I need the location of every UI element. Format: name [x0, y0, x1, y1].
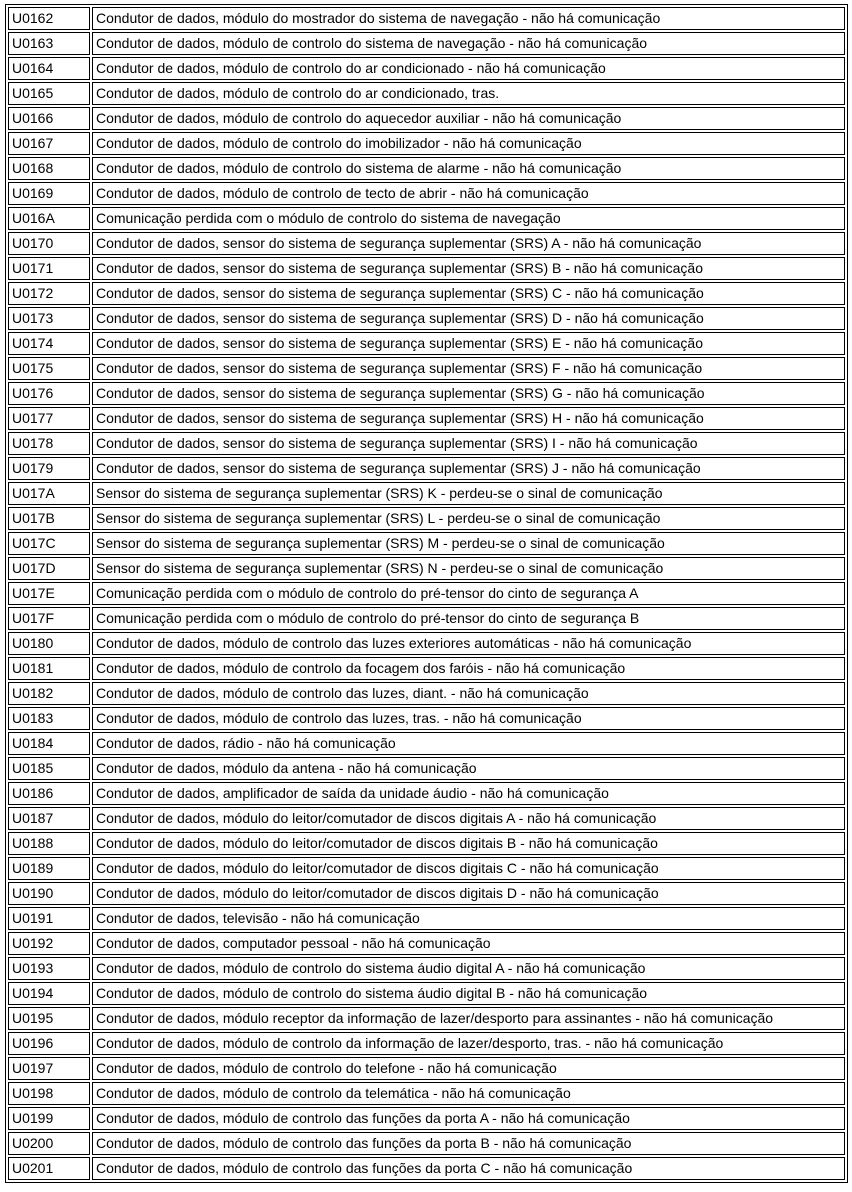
- dtc-description-cell: Sensor do sistema de segurança suplementar (SRS) M - perdeu-se o sinal de comunicação: [92, 532, 845, 555]
- table-row: [8, 382, 845, 405]
- dtc-description-cell: Condutor de dados, módulo de controlo do sistema de navegação - não há comunicação: [92, 32, 845, 55]
- table-row: [8, 207, 845, 230]
- dtc-code-cell: U0188: [8, 832, 90, 855]
- dtc-code-cell: U0201: [8, 1157, 90, 1180]
- dtc-code-cell: U0199: [8, 1107, 90, 1130]
- dtc-description-cell: Condutor de dados, módulo de controlo do telefone - não há comunicação: [92, 1057, 845, 1080]
- dtc-description-cell: Condutor de dados, módulo de controlo das funções da porta C - não há comunicação: [92, 1157, 845, 1180]
- table-row: [8, 957, 845, 980]
- dtc-code-cell: U016A: [8, 207, 90, 230]
- table-row: [8, 157, 845, 180]
- dtc-code-cell: U0185: [8, 757, 90, 780]
- table-row: [8, 882, 845, 905]
- dtc-description-cell: Condutor de dados, sensor do sistema de segurança suplementar (SRS) C - não há comunicação: [92, 282, 845, 305]
- table-row: [8, 1107, 845, 1130]
- dtc-code-cell: U0173: [8, 307, 90, 330]
- table-row: [8, 1082, 845, 1105]
- dtc-code-cell: U0184: [8, 732, 90, 755]
- dtc-description-cell: Condutor de dados, módulo do leitor/comutador de discos digitais D - não há comunicação: [92, 882, 845, 905]
- dtc-description-cell: Condutor de dados, módulo do mostrador do sistema de navegação - não há comunicação: [92, 7, 845, 30]
- table-row: [8, 107, 845, 130]
- table-row: [8, 307, 845, 330]
- dtc-code-cell: U0164: [8, 57, 90, 80]
- table-row: [8, 557, 845, 580]
- dtc-description-cell: Condutor de dados, módulo do leitor/comutador de discos digitais A - não há comunicação: [92, 807, 845, 830]
- dtc-description-cell: Condutor de dados, módulo do leitor/comutador de discos digitais C - não há comunicação: [92, 857, 845, 880]
- dtc-code-cell: U0182: [8, 682, 90, 705]
- table-row: [8, 907, 845, 930]
- table-row: [8, 657, 845, 680]
- dtc-description-cell: Condutor de dados, módulo do leitor/comutador de discos digitais B - não há comunicação: [92, 832, 845, 855]
- dtc-code-cell: U0170: [8, 232, 90, 255]
- dtc-code-cell: U017D: [8, 557, 90, 580]
- dtc-code-cell: U0165: [8, 82, 90, 105]
- table-row: [8, 282, 845, 305]
- dtc-code-cell: U0176: [8, 382, 90, 405]
- dtc-description-cell: Condutor de dados, módulo de controlo do sistema áudio digital A - não há comunicação: [92, 957, 845, 980]
- table-row: [8, 132, 845, 155]
- table-row: [8, 1157, 845, 1180]
- table-row: [8, 757, 845, 780]
- dtc-code-cell: U0186: [8, 782, 90, 805]
- dtc-description-cell: Condutor de dados, computador pessoal - não há comunicação: [92, 932, 845, 955]
- table-row: [8, 1057, 845, 1080]
- table-row: [8, 532, 845, 555]
- dtc-code-cell: U0193: [8, 957, 90, 980]
- dtc-description-cell: Condutor de dados, módulo de controlo do ar condicionado, tras.: [92, 82, 845, 105]
- dtc-code-cell: U0194: [8, 982, 90, 1005]
- dtc-code-cell: U0172: [8, 282, 90, 305]
- table-row: [8, 1007, 845, 1030]
- table-row: [8, 1032, 845, 1055]
- dtc-description-cell: Condutor de dados, sensor do sistema de segurança suplementar (SRS) B - não há comunicação: [92, 257, 845, 280]
- dtc-code-cell: U017B: [8, 507, 90, 530]
- dtc-description-cell: Condutor de dados, módulo de controlo das funções da porta A - não há comunicação: [92, 1107, 845, 1130]
- dtc-code-cell: U0197: [8, 1057, 90, 1080]
- dtc-description-cell: Condutor de dados, sensor do sistema de segurança suplementar (SRS) D - não há comunicação: [92, 307, 845, 330]
- dtc-description-cell: Condutor de dados, módulo de controlo das luzes, diant. - não há comunicação: [92, 682, 845, 705]
- dtc-code-cell: U0168: [8, 157, 90, 180]
- dtc-description-cell: Condutor de dados, televisão - não há comunicação: [92, 907, 845, 930]
- dtc-description-cell: Condutor de dados, módulo de controlo da focagem dos faróis - não há comunicação: [92, 657, 845, 680]
- table-row: [8, 982, 845, 1005]
- dtc-code-cell: U0191: [8, 907, 90, 930]
- dtc-description-cell: Condutor de dados, módulo de controlo das luzes exteriores automáticas - não há comunicação: [92, 632, 845, 655]
- dtc-code-cell: U017C: [8, 532, 90, 555]
- dtc-code-cell: U0181: [8, 657, 90, 680]
- table-row: [8, 807, 845, 830]
- dtc-description-cell: Sensor do sistema de segurança suplementar (SRS) N - perdeu-se o sinal de comunicação: [92, 557, 845, 580]
- table-row: [8, 57, 845, 80]
- dtc-description-cell: Comunicação perdida com o módulo de controlo do pré-tensor do cinto de segurança B: [92, 607, 845, 630]
- dtc-description-cell: Condutor de dados, módulo de controlo de tecto de abrir - não há comunicação: [92, 182, 845, 205]
- dtc-description-cell: Sensor do sistema de segurança suplementar (SRS) K - perdeu-se o sinal de comunicação: [92, 482, 845, 505]
- dtc-description-cell: Condutor de dados, módulo da antena - não há comunicação: [92, 757, 845, 780]
- dtc-description-cell: Condutor de dados, sensor do sistema de segurança suplementar (SRS) F - não há comunicação: [92, 357, 845, 380]
- dtc-description-cell: Condutor de dados, rádio - não há comunicação: [92, 732, 845, 755]
- dtc-code-cell: U0180: [8, 632, 90, 655]
- dtc-description-cell: Condutor de dados, módulo de controlo do aquecedor auxiliar - não há comunicação: [92, 107, 845, 130]
- dtc-code-cell: U0171: [8, 257, 90, 280]
- table-row: [8, 582, 845, 605]
- table-row: [8, 932, 845, 955]
- table-row: [8, 82, 845, 105]
- dtc-code-cell: U0189: [8, 857, 90, 880]
- dtc-table-body: [8, 7, 845, 1180]
- dtc-code-cell: U0175: [8, 357, 90, 380]
- dtc-description-cell: Condutor de dados, sensor do sistema de segurança suplementar (SRS) H - não há comunicação: [92, 407, 845, 430]
- dtc-description-cell: Condutor de dados, módulo de controlo da informação de lazer/desporto, tras. - não há comunicação: [92, 1032, 845, 1055]
- table-row: [8, 832, 845, 855]
- dtc-code-cell: U017F: [8, 607, 90, 630]
- dtc-description-cell: Condutor de dados, módulo de controlo do sistema áudio digital B - não há comunicação: [92, 982, 845, 1005]
- table-row: [8, 7, 845, 30]
- dtc-code-cell: U0190: [8, 882, 90, 905]
- table-row: [8, 782, 845, 805]
- dtc-code-cell: U0177: [8, 407, 90, 430]
- table-row: [8, 357, 845, 380]
- dtc-description-cell: Condutor de dados, módulo de controlo da telemática - não há comunicação: [92, 1082, 845, 1105]
- dtc-code-cell: U0163: [8, 32, 90, 55]
- dtc-description-cell: Condutor de dados, módulo de controlo do ar condicionado - não há comunicação: [92, 57, 845, 80]
- table-row: [8, 607, 845, 630]
- dtc-code-cell: U0162: [8, 7, 90, 30]
- table-row: [8, 1132, 845, 1155]
- dtc-description-cell: Condutor de dados, sensor do sistema de segurança suplementar (SRS) G - não há comunicação: [92, 382, 845, 405]
- dtc-description-cell: Sensor do sistema de segurança suplementar (SRS) L - perdeu-se o sinal de comunicação: [92, 507, 845, 530]
- table-row: [8, 732, 845, 755]
- table-row: [8, 432, 845, 455]
- dtc-code-cell: U0169: [8, 182, 90, 205]
- table-row: [8, 482, 845, 505]
- table-row: [8, 682, 845, 705]
- dtc-description-cell: Comunicação perdida com o módulo de controlo do sistema de navegação: [92, 207, 845, 230]
- dtc-code-table: [5, 4, 848, 1183]
- table-row: [8, 182, 845, 205]
- dtc-code-cell: U0178: [8, 432, 90, 455]
- table-row: [8, 332, 845, 355]
- table-row: [8, 257, 845, 280]
- dtc-code-cell: U0183: [8, 707, 90, 730]
- dtc-code-cell: U0187: [8, 807, 90, 830]
- table-row: [8, 507, 845, 530]
- dtc-code-cell: U0195: [8, 1007, 90, 1030]
- dtc-code-cell: U0174: [8, 332, 90, 355]
- table-row: [8, 232, 845, 255]
- dtc-description-cell: Condutor de dados, sensor do sistema de segurança suplementar (SRS) A - não há comunicação: [92, 232, 845, 255]
- table-row: [8, 632, 845, 655]
- dtc-description-cell: Condutor de dados, módulo de controlo do sistema de alarme - não há comunicação: [92, 157, 845, 180]
- dtc-code-cell: U0196: [8, 1032, 90, 1055]
- dtc-description-cell: Condutor de dados, sensor do sistema de segurança suplementar (SRS) J - não há comunicação: [92, 457, 845, 480]
- dtc-description-cell: Condutor de dados, amplificador de saída da unidade áudio - não há comunicação: [92, 782, 845, 805]
- table-row: [8, 857, 845, 880]
- table-row: [8, 32, 845, 55]
- dtc-description-cell: Condutor de dados, módulo de controlo do imobilizador - não há comunicação: [92, 132, 845, 155]
- dtc-code-cell: U0192: [8, 932, 90, 955]
- dtc-code-cell: U0166: [8, 107, 90, 130]
- dtc-description-cell: Comunicação perdida com o módulo de controlo do pré-tensor do cinto de segurança A: [92, 582, 845, 605]
- table-row: [8, 707, 845, 730]
- dtc-code-cell: U017A: [8, 482, 90, 505]
- dtc-description-cell: Condutor de dados, sensor do sistema de segurança suplementar (SRS) E - não há comunicação: [92, 332, 845, 355]
- dtc-code-cell: U0179: [8, 457, 90, 480]
- dtc-code-cell: U0198: [8, 1082, 90, 1105]
- dtc-description-cell: Condutor de dados, módulo de controlo das luzes, tras. - não há comunicação: [92, 707, 845, 730]
- dtc-code-cell: U0167: [8, 132, 90, 155]
- table-row: [8, 457, 845, 480]
- dtc-code-cell: U017E: [8, 582, 90, 605]
- table-row: [8, 407, 845, 430]
- dtc-description-cell: Condutor de dados, sensor do sistema de segurança suplementar (SRS) I - não há comunicação: [92, 432, 845, 455]
- dtc-description-cell: Condutor de dados, módulo de controlo das funções da porta B - não há comunicação: [92, 1132, 845, 1155]
- dtc-description-cell: Condutor de dados, módulo receptor da informação de lazer/desporto para assinantes - não há comunicação: [92, 1007, 845, 1030]
- dtc-code-cell: U0200: [8, 1132, 90, 1155]
